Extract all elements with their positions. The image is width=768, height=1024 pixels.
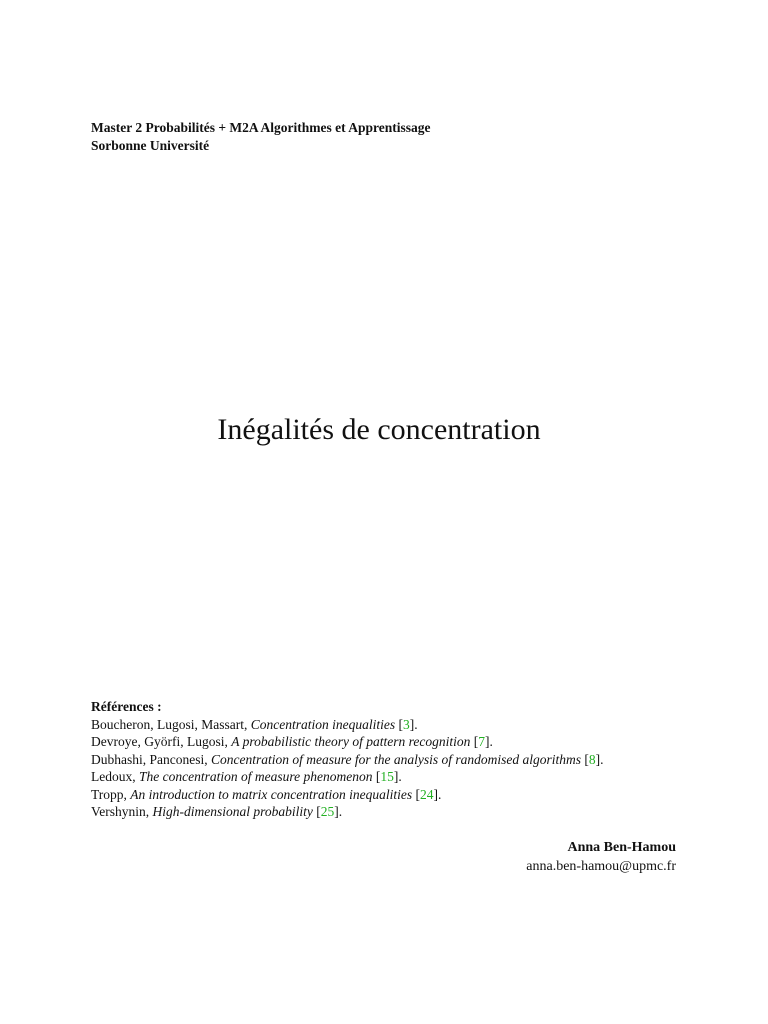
references-heading: Références :: [91, 699, 162, 714]
reference-item: Dubhashi, Panconesi, Concentration of measure for the analysis of randomised algorithms [8].: [91, 751, 604, 767]
author-name: Anna Ben-Hamou: [567, 840, 676, 855]
reference-title: Concentration of measure for the analysis of randomised algorithms: [210, 751, 581, 767]
citation-link[interactable]: 24: [420, 786, 434, 802]
citation-link[interactable]: 3: [402, 716, 410, 732]
document-title: Inégalités de concentration: [217, 413, 541, 446]
reference-authors: Ledoux,: [91, 769, 139, 784]
reference-authors: Tropp,: [91, 786, 131, 802]
reference-title: An introduction to matrix concentration inequalities: [130, 786, 413, 802]
reference-item: Ledoux, The concentration of measure phenomenon [15].: [91, 769, 402, 784]
course-header: [91, 119, 431, 155]
course-program: Master 2 Probabilités + M2A Algorithmes et Apprentissage: [91, 120, 431, 135]
citation-link[interactable]: 15: [380, 769, 394, 784]
reference-authors: Boucheron, Lugosi, Massart,: [91, 716, 251, 732]
reference-authors: Dubhashi, Panconesi,: [91, 751, 211, 767]
reference-item: Tropp, An introduction to matrix concentration inequalities [24].: [91, 786, 442, 802]
reference-item: Vershynin, High-dimensional probability [25].: [91, 804, 343, 819]
author-block: [526, 838, 676, 876]
reference-authors: Devroye, Györfi, Lugosi,: [91, 734, 232, 749]
author-email[interactable]: anna.ben-hamou@upmc.fr: [526, 859, 676, 874]
reference-title: Concentration inequalities: [250, 716, 396, 732]
citation-link[interactable]: 25: [320, 804, 335, 819]
citation-link[interactable]: 8: [588, 751, 596, 767]
reference-item: Boucheron, Lugosi, Massart, Concentration inequalities [3].: [91, 716, 418, 732]
reference-title: High-dimensional probability: [152, 804, 313, 819]
citation-link[interactable]: 7: [478, 734, 485, 749]
references-section: [91, 698, 603, 821]
university-name: Sorbonne Université: [91, 138, 210, 153]
reference-item: Devroye, Györfi, Lugosi, A probabilistic theory of pattern recognition [7].: [91, 734, 493, 749]
reference-title: The concentration of measure phenomenon: [139, 769, 373, 784]
reference-authors: Vershynin,: [91, 804, 153, 819]
reference-title: A probabilistic theory of pattern recognition: [231, 734, 471, 749]
